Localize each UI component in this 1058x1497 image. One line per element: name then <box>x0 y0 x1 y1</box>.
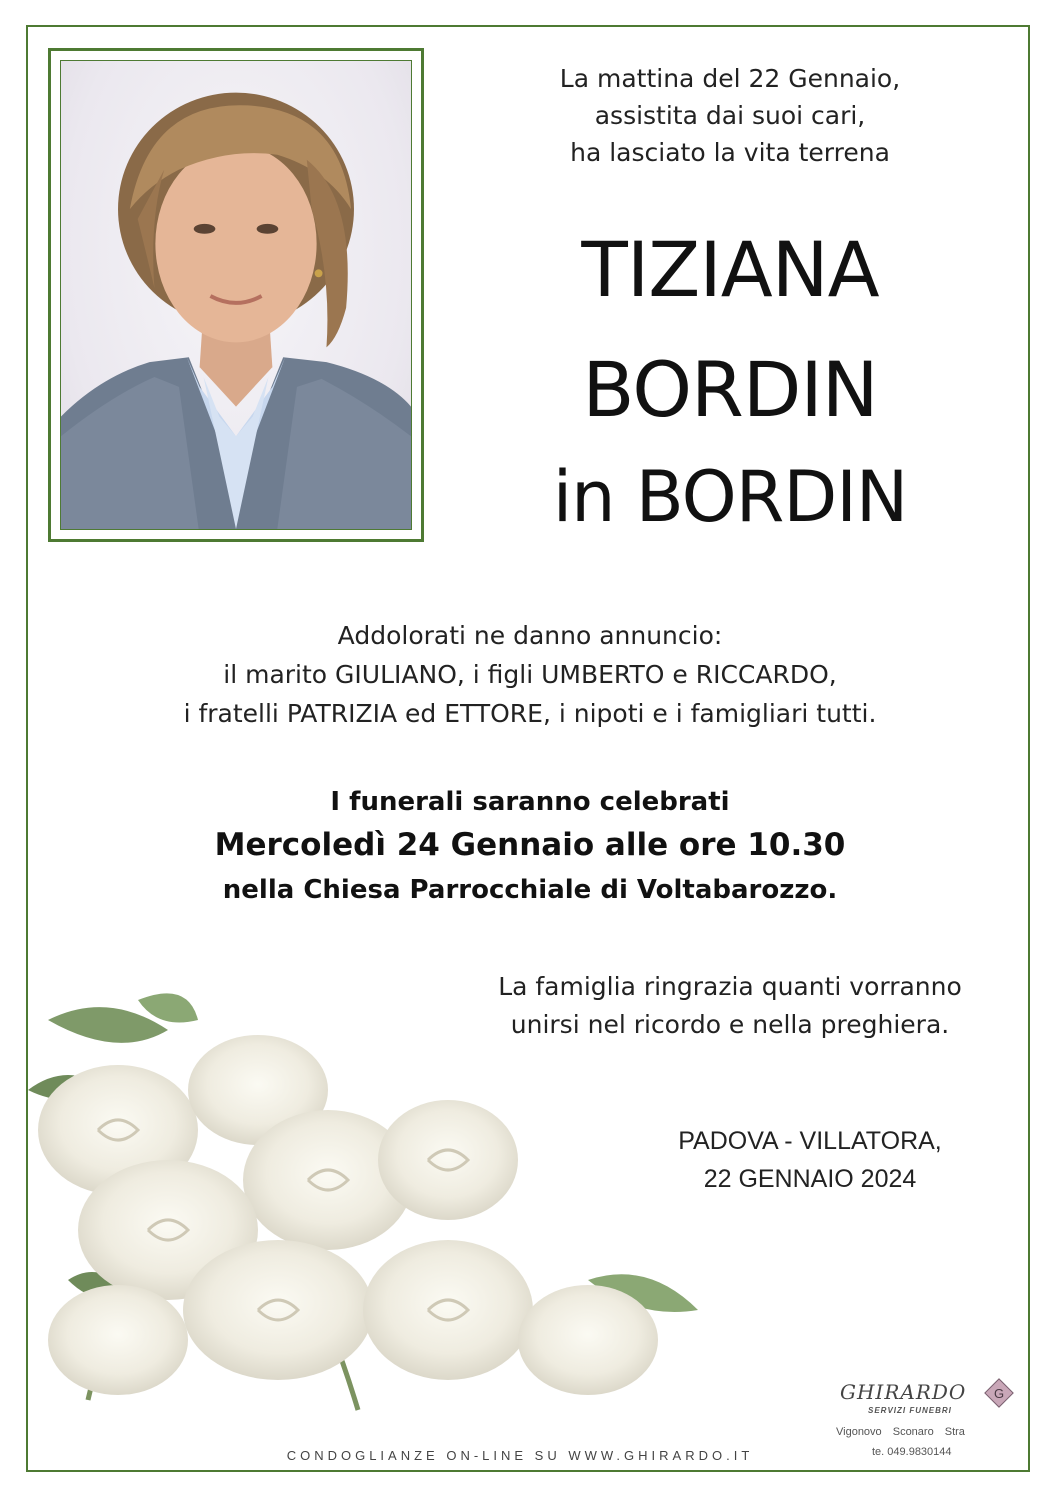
funeral-home-phone: te. 049.9830144 <box>872 1446 952 1458</box>
announcement-line: il marito GIULIANO, i figli UMBERTO e RICCARDO, <box>223 660 837 689</box>
white-roses-image <box>28 980 718 1450</box>
condolences-online: CONDOGLIANZE ON-LINE SU WWW.GHIRARDO.IT <box>286 1448 754 1463</box>
intro-line: ha lasciato la vita terrena <box>570 138 890 167</box>
funeral-home-subtitle: SERVIZI FUNEBRI <box>868 1406 952 1415</box>
portrait-frame <box>48 48 424 542</box>
announcement-line: Addolorati ne danno annuncio: <box>337 621 723 650</box>
announcement-line: i fratelli PATRIZIA ed ETTORE, i nipoti e i famigliari tutti. <box>183 699 877 728</box>
thanks-line: La famiglia ringrazia quanti vorranno <box>498 972 962 1001</box>
funeral-date-time: Mercoledì 24 Gennaio alle ore 10.30 <box>214 827 846 863</box>
logo-diamond-icon <box>984 1378 1014 1408</box>
date: 22 GENNAIO 2024 <box>703 1165 917 1193</box>
intro-line: assistita dai suoi cari, <box>594 101 866 130</box>
intro-text <box>480 60 980 171</box>
logo-letter: G <box>993 1386 1005 1401</box>
funeral-details <box>130 782 930 912</box>
deceased-first-name: TIZIANA <box>581 225 879 314</box>
portrait-photo <box>60 60 412 530</box>
deceased-last-name: BORDIN <box>582 345 878 434</box>
intro-line: La mattina del 22 Gennaio, <box>559 64 901 93</box>
funeral-home-logo <box>836 1374 1026 1466</box>
thanks-line: unirsi nel ricordo e nella preghiera. <box>510 1010 950 1039</box>
funeral-home-locations: Vigonovo Sconaro Stra <box>836 1426 965 1438</box>
place: PADOVA - VILLATORA, <box>678 1127 942 1155</box>
announcement-text <box>130 616 930 733</box>
funeral-home-name: GHIRARDO <box>840 1380 967 1404</box>
funeral-location: nella Chiesa Parrocchiale di Voltabarozzo. <box>222 875 838 905</box>
deceased-married-name: in BORDIN <box>552 456 908 538</box>
funeral-line: I funerali saranno celebrati <box>330 787 730 817</box>
